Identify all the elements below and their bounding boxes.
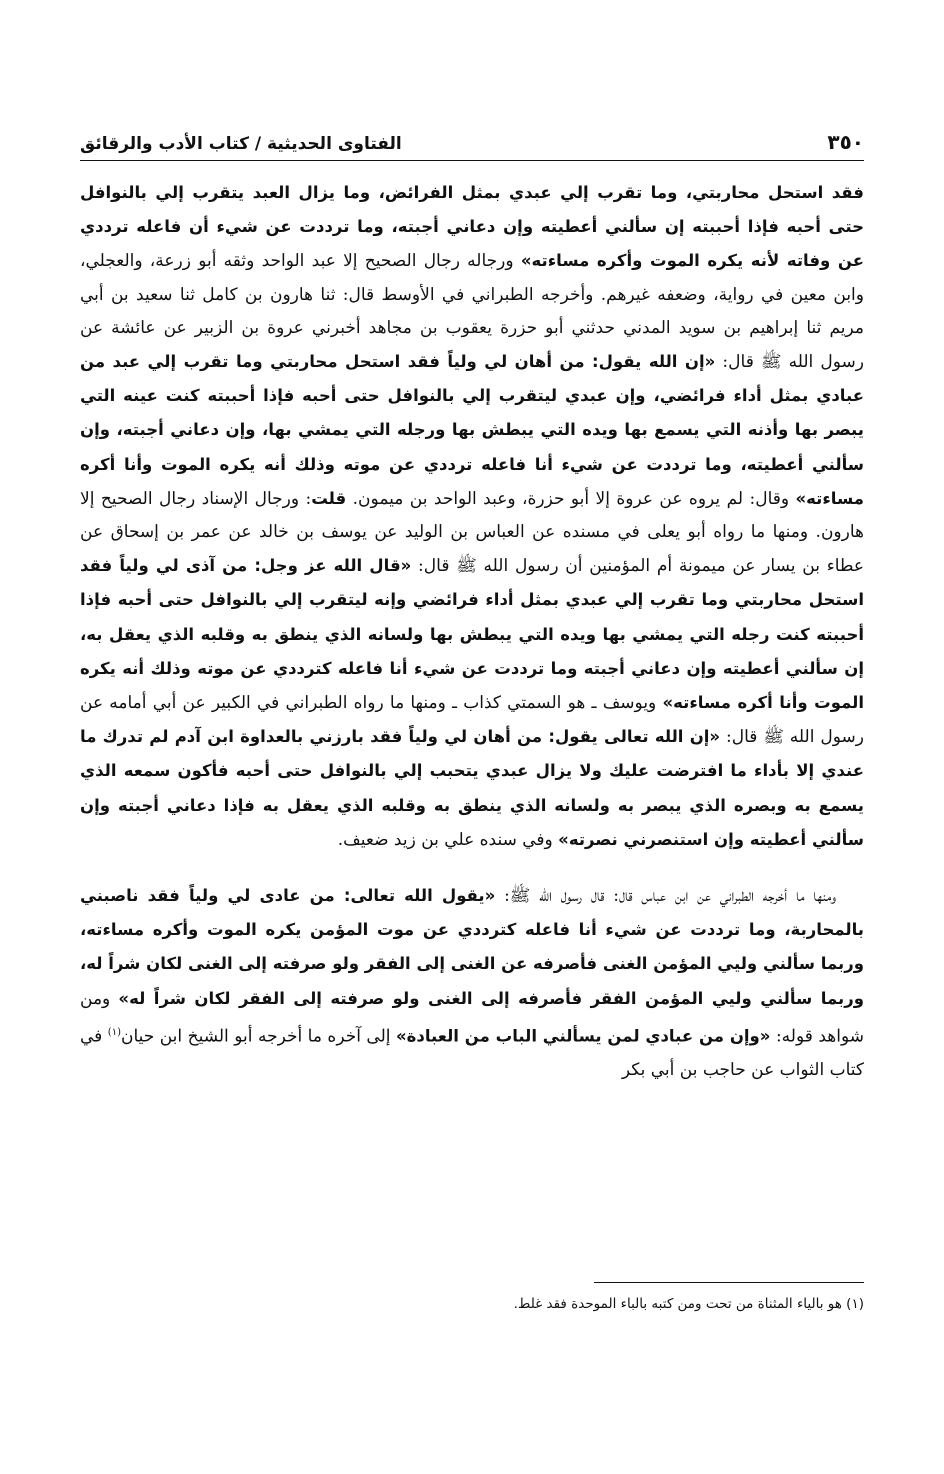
commentary-text: في كتاب الثواب عن حاجب بن أبي بكر <box>80 1026 864 1080</box>
running-title: الفتاوى الحديثية / كتاب الأدب والرقائق <box>80 134 402 154</box>
commentary-text: وفي سنده علي بن زيد ضعيف. <box>337 829 559 850</box>
commentary-text: وقال: لم يروه عن عروة إلا أبو حزرة، وعبد الواحد بن ميمون. <box>346 488 796 509</box>
hadith-text: «يقول الله تعالى: من عادى لي ولياً فقد ناصبني بالمحاربة، وما ترددت عن شيء أنا فاعله كترددي عن موت المؤمن يكره الموت وأكره مساءته، وربما سألني وليي المؤمن الغنى فأصرفه عن الغنى إلى الفقر ولو صرفته إلى الغنى لكان شراً له، وربما سألني وليي المؤمن الفقر فأصرفه إلى الغنى ولو صرفته إلى الفقر لكان شراً له» <box>80 886 864 1008</box>
hadith-text: فقد استحل محاربتي، وما تقرب إلي عبدي بمثل الفرائض، وما يزال العبد يتقرب إلي بالنوافل حتى أحبه فإذا أحببته إن سألني أعطيته وإن دعاني أجبته، وما ترددت عن شيء أن فاعله ترددي عن وفاته لأنه يكره الموت وأكره مساءته» <box>80 183 864 271</box>
hadith-text: «قال الله عز وجل: من آذى لي ولياً فقد استحل محاربتي وما تقرب إلي عبدي بمثل أداء فرائضي وإنه ليتقرب إلي بالنوافل حتى أحبه فإذا أحببته كنت رجله التي يمشي بها ويده التي يبطش بها ولسانه الذي ينطق به وقلبه الذي يعقل به، إن سألني أعطيته وإن دعاني أجبته وما ترددت عن شيء أنا فاعله كترددي عن موته وذلك أنه يكره الموت وأنا أكره مساءته» <box>80 556 864 713</box>
footnote-number: (١) <box>846 1296 864 1312</box>
commentary-text: ومن شواهد قوله: <box>80 988 864 1047</box>
hadith-text: «وإن من عبادي لمن يسألني الباب من العبادة» <box>395 1026 771 1046</box>
footnote <box>80 1290 864 1318</box>
main-text <box>80 176 864 1087</box>
note-label: قلت <box>311 488 347 508</box>
footnote-text: هو بالياء المثناة من تحت ومن كتبه بالباء الموحدة فقد غلط. <box>513 1296 842 1312</box>
paragraph-1 <box>80 176 864 857</box>
commentary-text: إلى آخره ما أخرجه أبو الشيخ ابن حيان <box>120 1026 396 1047</box>
hadith-text: «إن الله يقول: من أهان لي ولياً فقد استحل محاربتي وما تقرب إلي عبد من عبادي بمثل أداء فرائضي، وإن عبدي ليتقرب إلي بالنوافل حتى أحبه فإذا أحببته كنت عينه التي يبصر بها وأذنه التي يسمع بها ويده التي يبطش بها ورجله التي يمشي بها، وإن دعاني أجبته، وإن سألني أعطيته، وما ترددت عن شيء أنا فاعله ترددي عن موته وذلك أنه يكره الموت وأنا أكره مساءته» <box>80 352 865 508</box>
paragraph-2 <box>80 879 864 1087</box>
commentary-text: : ورجال الإسناد رجال الصحيح إلا هارون. ومنها ما رواه أبو يعلى في مسنده عن العباس بن الوليد عن يوسف بن خالد عن عمر بن إسحاق عن عطاء بن يسار عن ميمونة أم المؤمنين أن رسول الله ﷺ قال: <box>80 488 864 577</box>
footnote-marker: (١) <box>107 1026 121 1038</box>
commentary-text: ومنها ما أخرجه الطبراني عن ابن عباس قال: قال رسول الله ﷺ: <box>495 886 837 907</box>
footnote-divider <box>594 1282 864 1283</box>
commentary-text: ورجاله رجال الصحيح إلا عبد الواحد وثقه أبو زرعة، والعجلي، وابن معين في رواية، وضعفه غيرهم. وأخرجه الطبراني في الأوسط قال: ثنا هارون بن كامل ثنا سعيد بن أبي مريم ثنا إبراهيم بن سويد المدني حدثني أبو حزرة يعقوب بن مجاهد أخبرني عروة بن الزبير عن عائشة عن رسول الله ﷺ قال: <box>80 251 864 373</box>
page-number: ٣٥٠ <box>827 130 864 154</box>
commentary-text: ويوسف ـ هو السمتي كذاب ـ ومنها ما رواه الطبراني في الكبير عن أبي أمامه عن رسول الله ﷺ قال: <box>80 693 864 748</box>
page-header <box>80 120 864 161</box>
hadith-text: «إن الله تعالى يقول: من أهان لي ولياً فقد بارزني بالعداوة ابن آدم لم تدرك ما عندي إلا بأداء ما افترضت عليك ولا يزال عبدي يتحبب إلي بالنوافل حتى أحبه فأكون سمعه الذي يسمع به وبصره الذي يبصر به ولسانه الذي ينطق به وقلبه الذي يعقل به فإذا دعاني أجبته وإن سألني أعطيته وإن استنصرني نصرته» <box>80 727 864 849</box>
